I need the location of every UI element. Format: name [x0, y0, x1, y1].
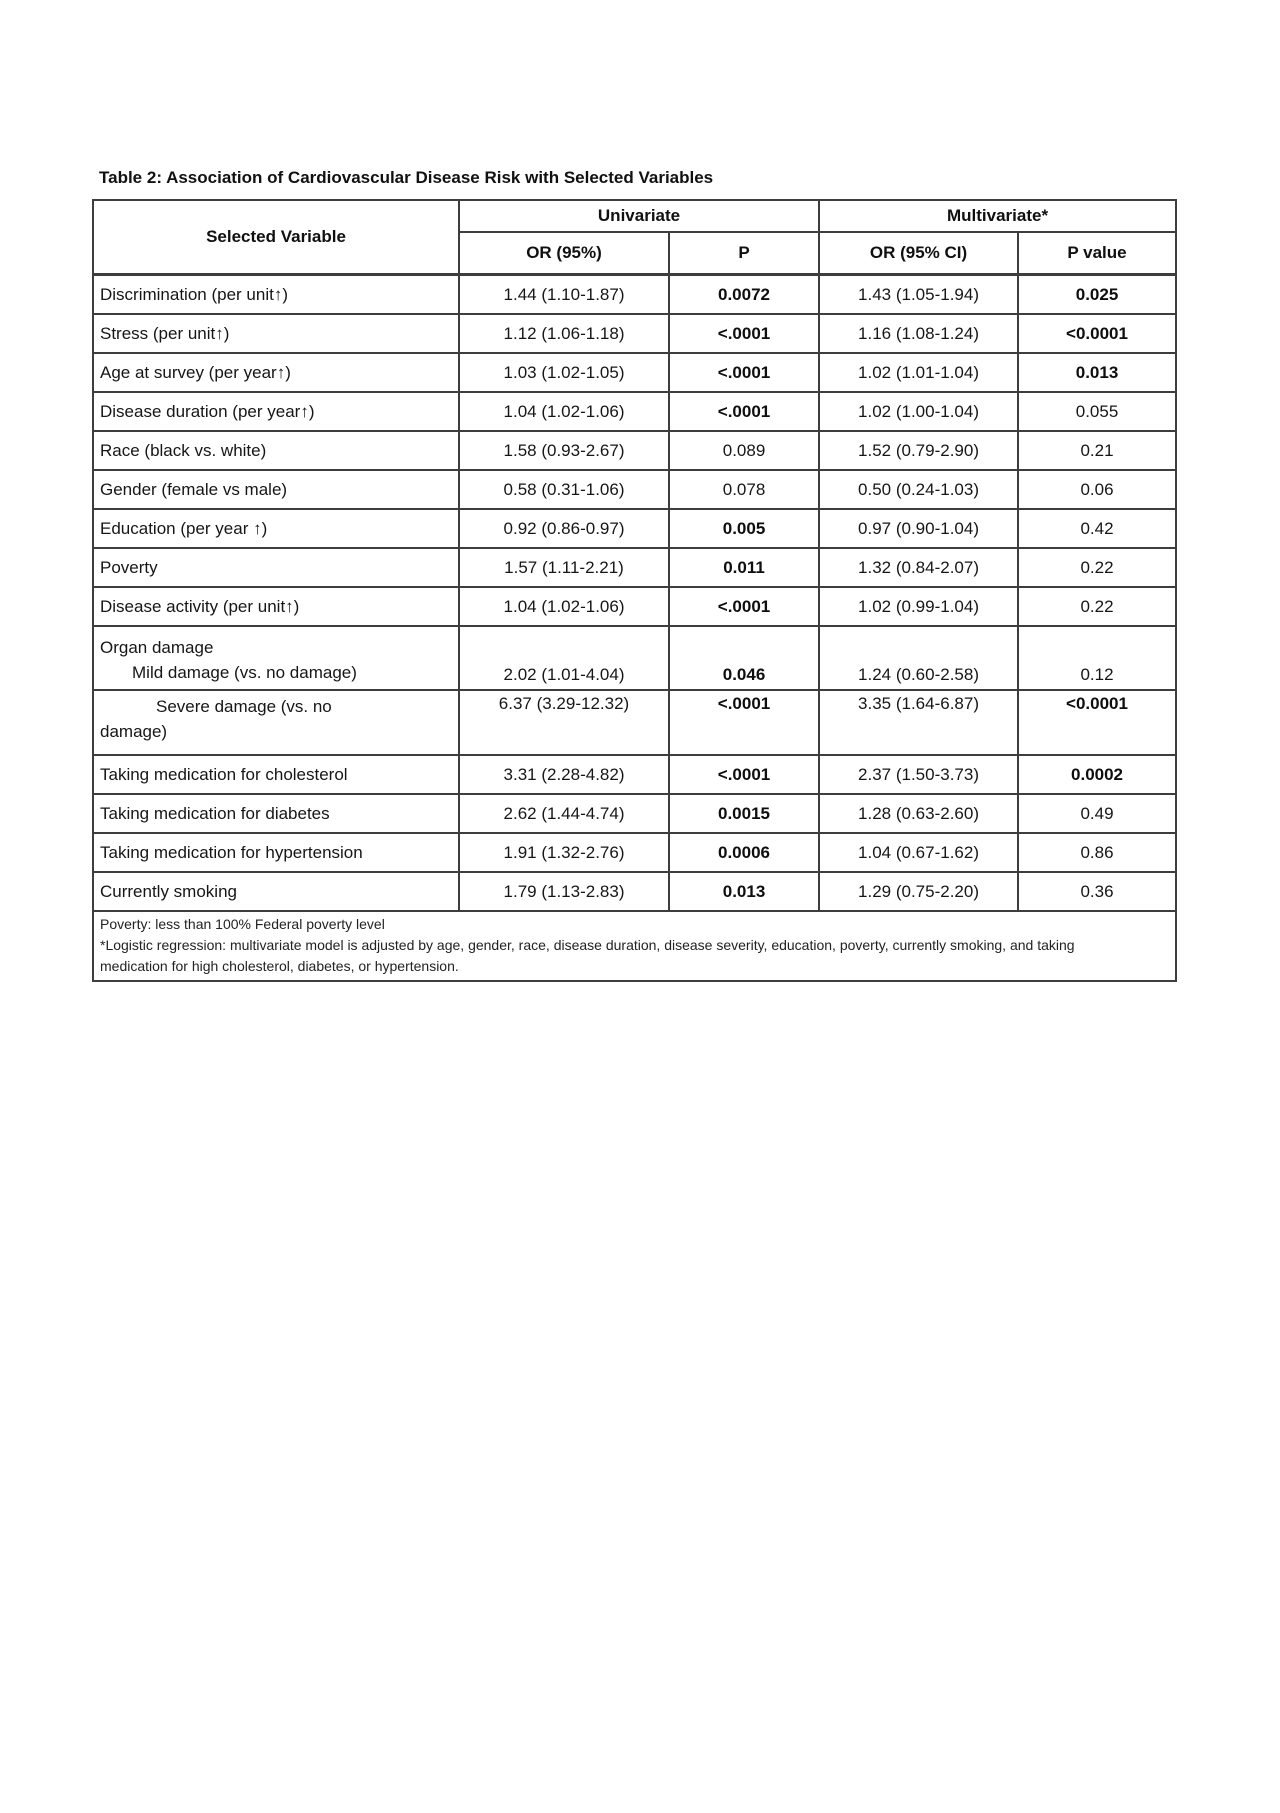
multivariate-or-cell: 1.16 (1.08-1.24) — [819, 314, 1018, 353]
univariate-p-cell: 0.005 — [669, 509, 819, 548]
multivariate-p-cell: 0.055 — [1018, 392, 1176, 431]
variable-line: Organ damage — [100, 638, 214, 657]
table-row — [93, 431, 1176, 470]
multivariate-or-cell: 0.50 (0.24-1.03) — [819, 470, 1018, 509]
table-row — [93, 392, 1176, 431]
table-row — [93, 872, 1176, 911]
col-header-selected-variable: Selected Variable — [93, 200, 459, 275]
table-header — [93, 200, 1176, 275]
univariate-or-cell: 1.57 (1.11-2.21) — [459, 548, 669, 587]
multivariate-or-cell: 1.02 (0.99-1.04) — [819, 587, 1018, 626]
univariate-or-cell: 1.58 (0.93-2.67) — [459, 431, 669, 470]
multivariate-or-cell: 1.29 (0.75-2.20) — [819, 872, 1018, 911]
variable-cell: Gender (female vs male) — [93, 470, 459, 509]
univariate-or-cell: 1.04 (1.02-1.06) — [459, 587, 669, 626]
univariate-or-cell: 0.58 (0.31-1.06) — [459, 470, 669, 509]
multivariate-or-cell: 1.24 (0.60-2.58) — [819, 626, 1018, 690]
variable-cell: Age at survey (per year↑) — [93, 353, 459, 392]
multivariate-p-cell: 0.06 — [1018, 470, 1176, 509]
multivariate-or-cell: 1.28 (0.63-2.60) — [819, 794, 1018, 833]
variable-cell: Stress (per unit↑) — [93, 314, 459, 353]
multivariate-p-cell: 0.86 — [1018, 833, 1176, 872]
variable-cell: Taking medication for diabetes — [93, 794, 459, 833]
univariate-or-cell: 1.44 (1.10-1.87) — [459, 275, 669, 315]
variable-cell: Disease activity (per unit↑) — [93, 587, 459, 626]
table-row — [93, 353, 1176, 392]
multivariate-or-cell: 2.37 (1.50-3.73) — [819, 755, 1018, 794]
variable-cell: Disease duration (per year↑) — [93, 392, 459, 431]
multivariate-p-cell: 0.025 — [1018, 275, 1176, 315]
table-row — [93, 794, 1176, 833]
table-row — [93, 690, 1176, 755]
col-header-univariate-or: OR (95%) — [459, 232, 669, 275]
table-title: Table 2: Association of Cardiovascular Disease Risk with Selected Variables — [99, 168, 714, 187]
variable-line: Severe damage (vs. no — [156, 697, 332, 716]
table-row — [93, 755, 1176, 794]
variable-cell — [93, 690, 459, 755]
variable-cell — [93, 626, 459, 690]
table-body — [93, 275, 1176, 912]
univariate-or-cell: 1.79 (1.13-2.83) — [459, 872, 669, 911]
table-row — [93, 626, 1176, 690]
univariate-p-cell: <.0001 — [669, 314, 819, 353]
multivariate-p-cell: 0.22 — [1018, 587, 1176, 626]
multivariate-or-cell: 1.43 (1.05-1.94) — [819, 275, 1018, 315]
univariate-p-cell: 0.0072 — [669, 275, 819, 315]
univariate-p-cell: 0.078 — [669, 470, 819, 509]
col-group-multivariate: Multivariate* — [819, 200, 1176, 232]
multivariate-or-cell: 1.02 (1.01-1.04) — [819, 353, 1018, 392]
col-header-multivariate-p: P value — [1018, 232, 1176, 275]
multivariate-p-cell: 0.36 — [1018, 872, 1176, 911]
univariate-or-cell: 2.02 (1.01-4.04) — [459, 626, 669, 690]
multivariate-p-cell: 0.49 — [1018, 794, 1176, 833]
table-row — [93, 833, 1176, 872]
variable-cell: Education (per year ↑) — [93, 509, 459, 548]
table-row — [93, 314, 1176, 353]
footnote-row — [93, 911, 1176, 981]
multivariate-p-cell: 0.42 — [1018, 509, 1176, 548]
variable-cell: Taking medication for hypertension — [93, 833, 459, 872]
multivariate-p-cell: <0.0001 — [1018, 314, 1176, 353]
univariate-or-cell: 1.03 (1.02-1.05) — [459, 353, 669, 392]
variable-cell: Race (black vs. white) — [93, 431, 459, 470]
univariate-or-cell: 0.92 (0.86-0.97) — [459, 509, 669, 548]
univariate-p-cell: <.0001 — [669, 587, 819, 626]
univariate-p-cell: 0.089 — [669, 431, 819, 470]
multivariate-p-cell: 0.0002 — [1018, 755, 1176, 794]
univariate-p-cell: 0.046 — [669, 626, 819, 690]
univariate-or-cell: 1.91 (1.32-2.76) — [459, 833, 669, 872]
table-footer — [93, 911, 1176, 981]
col-header-univariate-p: P — [669, 232, 819, 275]
multivariate-or-cell: 3.35 (1.64-6.87) — [819, 690, 1018, 755]
univariate-p-cell: 0.013 — [669, 872, 819, 911]
table-row — [93, 548, 1176, 587]
header-group-row — [93, 200, 1176, 232]
multivariate-or-cell: 0.97 (0.90-1.04) — [819, 509, 1018, 548]
univariate-or-cell: 2.62 (1.44-4.74) — [459, 794, 669, 833]
multivariate-p-cell: 0.22 — [1018, 548, 1176, 587]
univariate-p-cell: <.0001 — [669, 392, 819, 431]
multivariate-or-cell: 1.52 (0.79-2.90) — [819, 431, 1018, 470]
variable-line: damage) — [100, 722, 168, 741]
univariate-or-cell: 3.31 (2.28-4.82) — [459, 755, 669, 794]
variable-cell: Poverty — [93, 548, 459, 587]
univariate-p-cell: <.0001 — [669, 755, 819, 794]
univariate-p-cell: 0.0006 — [669, 833, 819, 872]
table-row — [93, 587, 1176, 626]
variable-cell: Currently smoking — [93, 872, 459, 911]
univariate-or-cell: 6.37 (3.29-12.32) — [459, 690, 669, 755]
variable-cell: Taking medication for cholesterol — [93, 755, 459, 794]
footnote-poverty: Poverty: less than 100% Federal poverty level — [100, 916, 385, 932]
univariate-p-cell: <.0001 — [669, 690, 819, 755]
multivariate-p-cell: 0.21 — [1018, 431, 1176, 470]
multivariate-or-cell: 1.04 (0.67-1.62) — [819, 833, 1018, 872]
variable-line: Mild damage (vs. no damage) — [132, 663, 357, 682]
multivariate-or-cell: 1.32 (0.84-2.07) — [819, 548, 1018, 587]
footnote-cell — [93, 911, 1176, 981]
univariate-p-cell: <.0001 — [669, 353, 819, 392]
table-row — [93, 470, 1176, 509]
univariate-or-cell: 1.12 (1.06-1.18) — [459, 314, 669, 353]
multivariate-p-cell: 0.12 — [1018, 626, 1176, 690]
multivariate-or-cell: 1.02 (1.00-1.04) — [819, 392, 1018, 431]
col-group-univariate: Univariate — [459, 200, 819, 232]
univariate-p-cell: 0.011 — [669, 548, 819, 587]
footnote-logistic-regression: *Logistic regression: multivariate model is adjusted by age, gender, race, disease duration, disease severity, education, poverty, currently smoking, and taking medication for high cholesterol, diabetes, or hypertension. — [100, 937, 1075, 974]
univariate-p-cell: 0.0015 — [669, 794, 819, 833]
results-table — [92, 199, 1177, 982]
col-header-multivariate-or: OR (95% CI) — [819, 232, 1018, 275]
multivariate-p-cell: 0.013 — [1018, 353, 1176, 392]
univariate-or-cell: 1.04 (1.02-1.06) — [459, 392, 669, 431]
variable-cell: Discrimination (per unit↑) — [93, 275, 459, 315]
table-row — [93, 509, 1176, 548]
table-row — [93, 275, 1176, 315]
multivariate-p-cell: <0.0001 — [1018, 690, 1176, 755]
